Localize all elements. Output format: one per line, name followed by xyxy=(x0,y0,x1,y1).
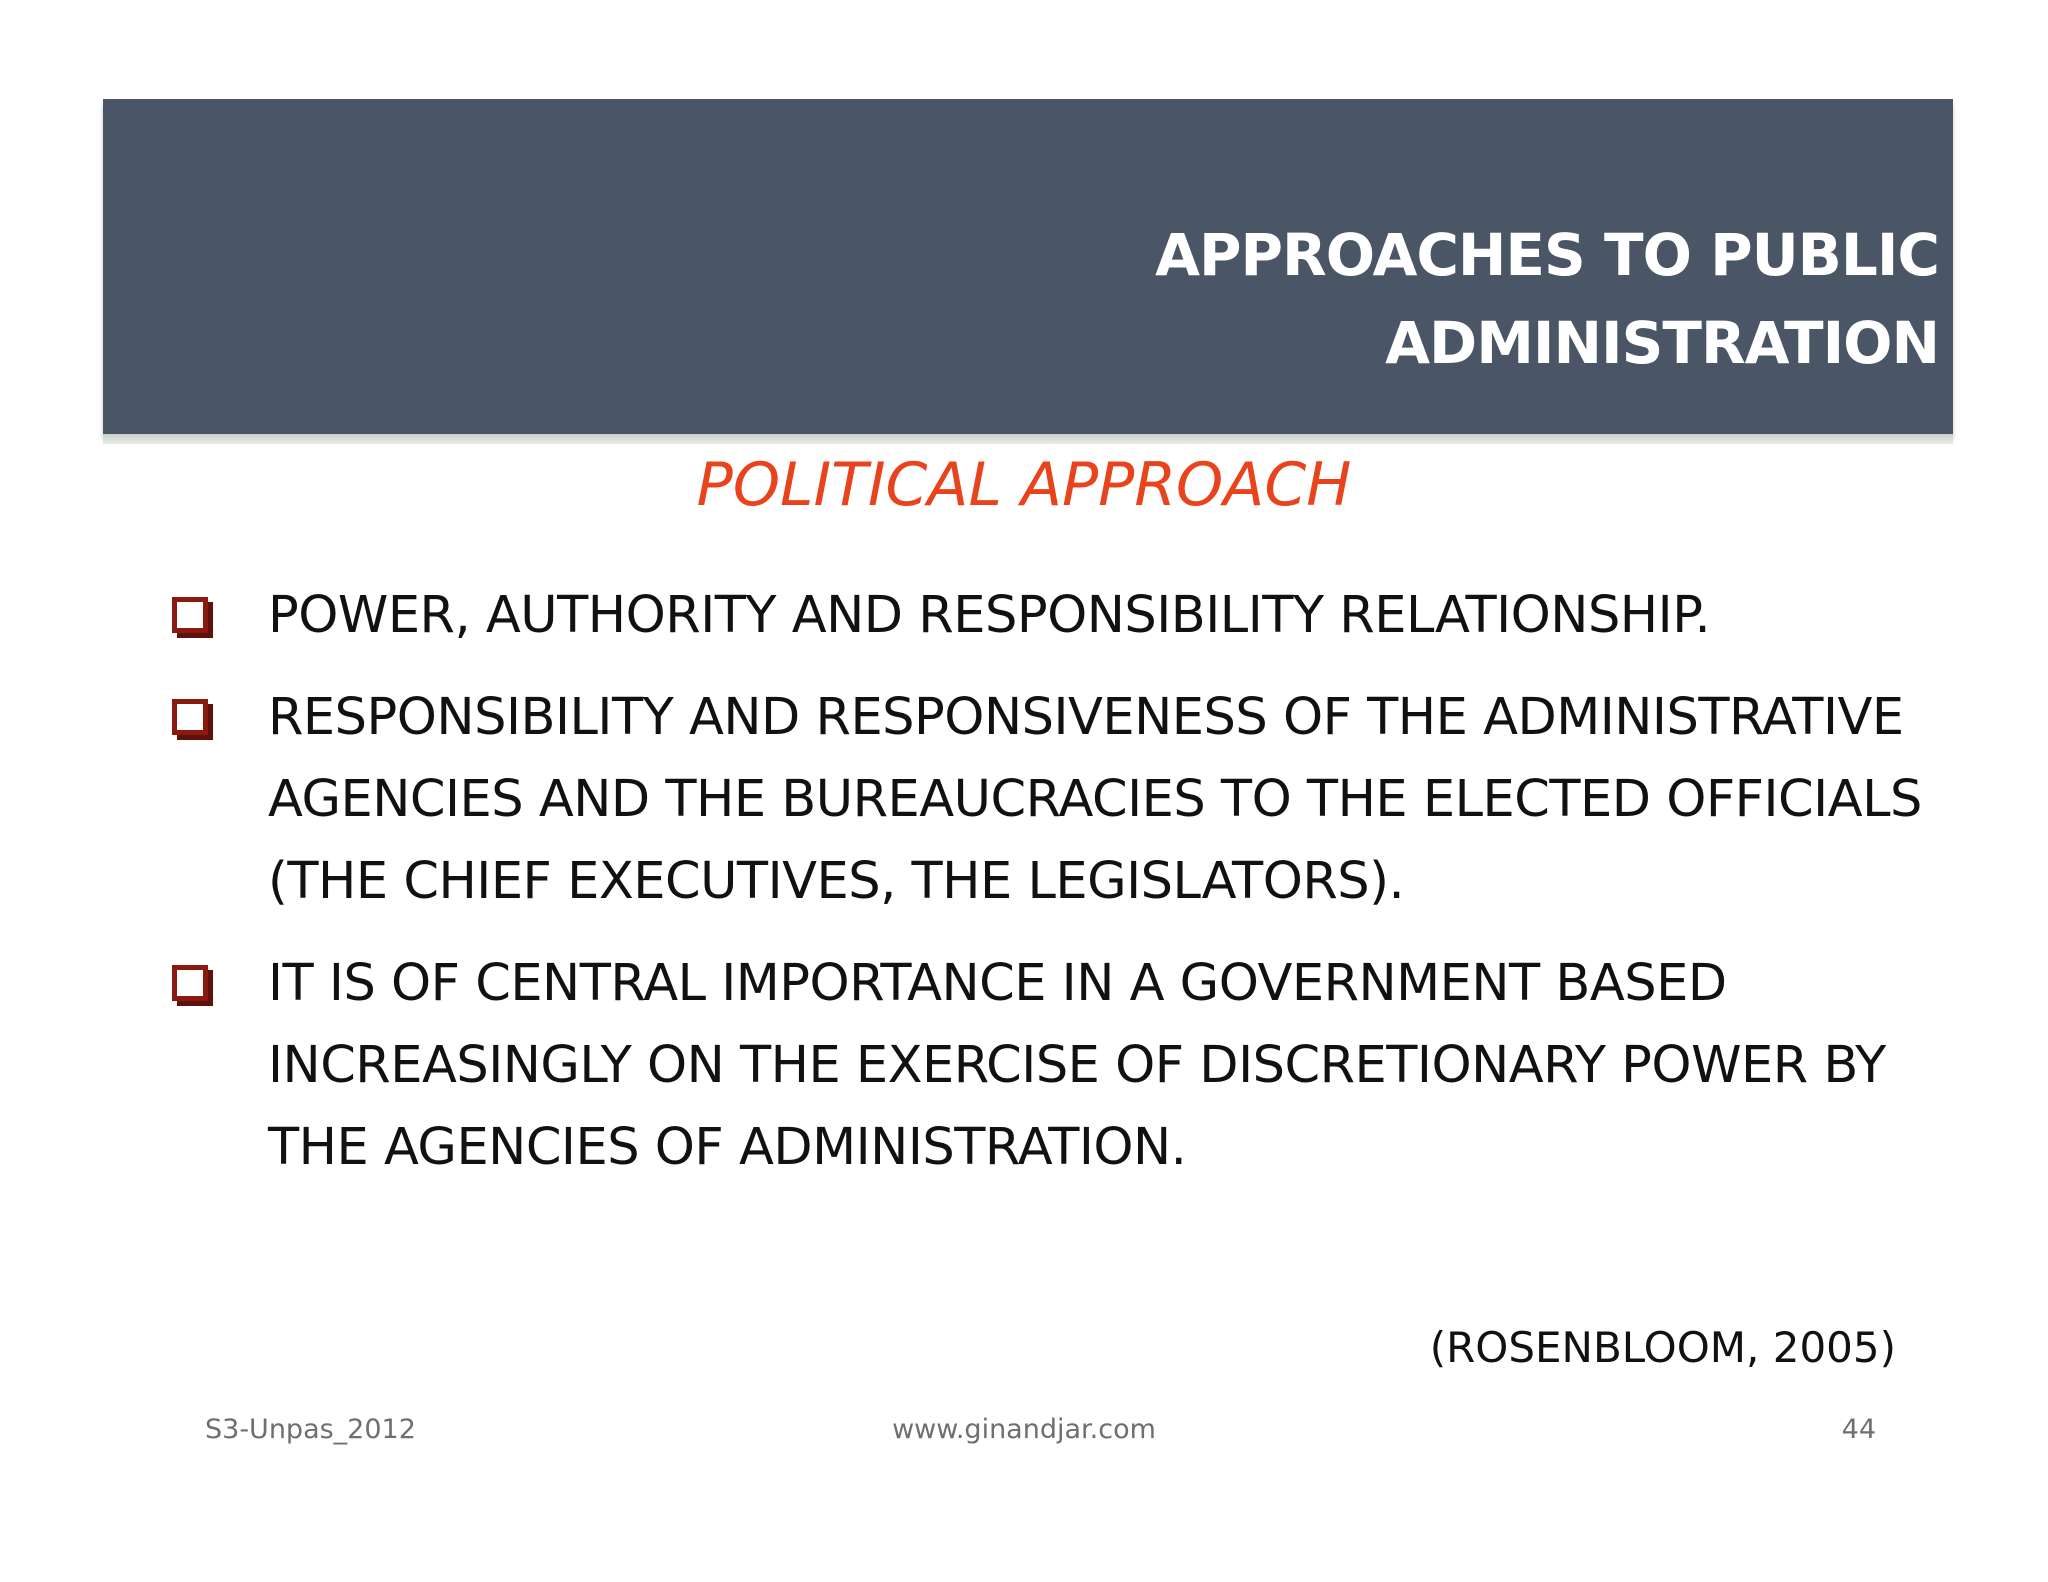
slide-title xyxy=(1155,211,1939,387)
citation: (ROSENBLOOM, 2005) xyxy=(1429,1323,1896,1372)
footer-website: www.ginandjar.com xyxy=(892,1414,1156,1445)
footer-left-text: S3-Unpas_2012 xyxy=(205,1414,416,1445)
checkbox-icon xyxy=(172,597,208,633)
bullet-item xyxy=(168,677,1928,923)
bullet-text: IT IS OF CENTRAL IMPORTANCE IN A GOVERNMENT BASED INCREASINGLY ON THE EXERCISE OF DISCRETIONARY POWER BY THE AGENCIES OF ADMINISTRATION. xyxy=(268,954,1886,1177)
checkbox-icon xyxy=(172,699,208,735)
header-band xyxy=(103,99,1953,434)
bullet-list xyxy=(168,575,1928,1209)
page-number: 44 xyxy=(1841,1414,1876,1445)
slide-title-line-1: APPROACHES TO PUBLIC xyxy=(1155,221,1939,289)
bullet-text: POWER, AUTHORITY AND RESPONSIBILITY RELATIONSHIP. xyxy=(268,586,1711,645)
bullet-text: RESPONSIBILITY AND RESPONSIVENESS OF THE ADMINISTRATIVE AGENCIES AND THE BUREAUCRACIES TO THE ELECTED OFFICIALS (THE CHIEF EXECUTIVES, THE LEGISLATORS). xyxy=(268,688,1922,911)
checkbox-icon xyxy=(172,965,208,1001)
bullet-item xyxy=(168,943,1928,1189)
slide-title-line-2: ADMINISTRATION xyxy=(1385,309,1939,377)
bullet-item xyxy=(168,575,1928,657)
section-subtitle: POLITICAL APPROACH xyxy=(696,450,1352,520)
